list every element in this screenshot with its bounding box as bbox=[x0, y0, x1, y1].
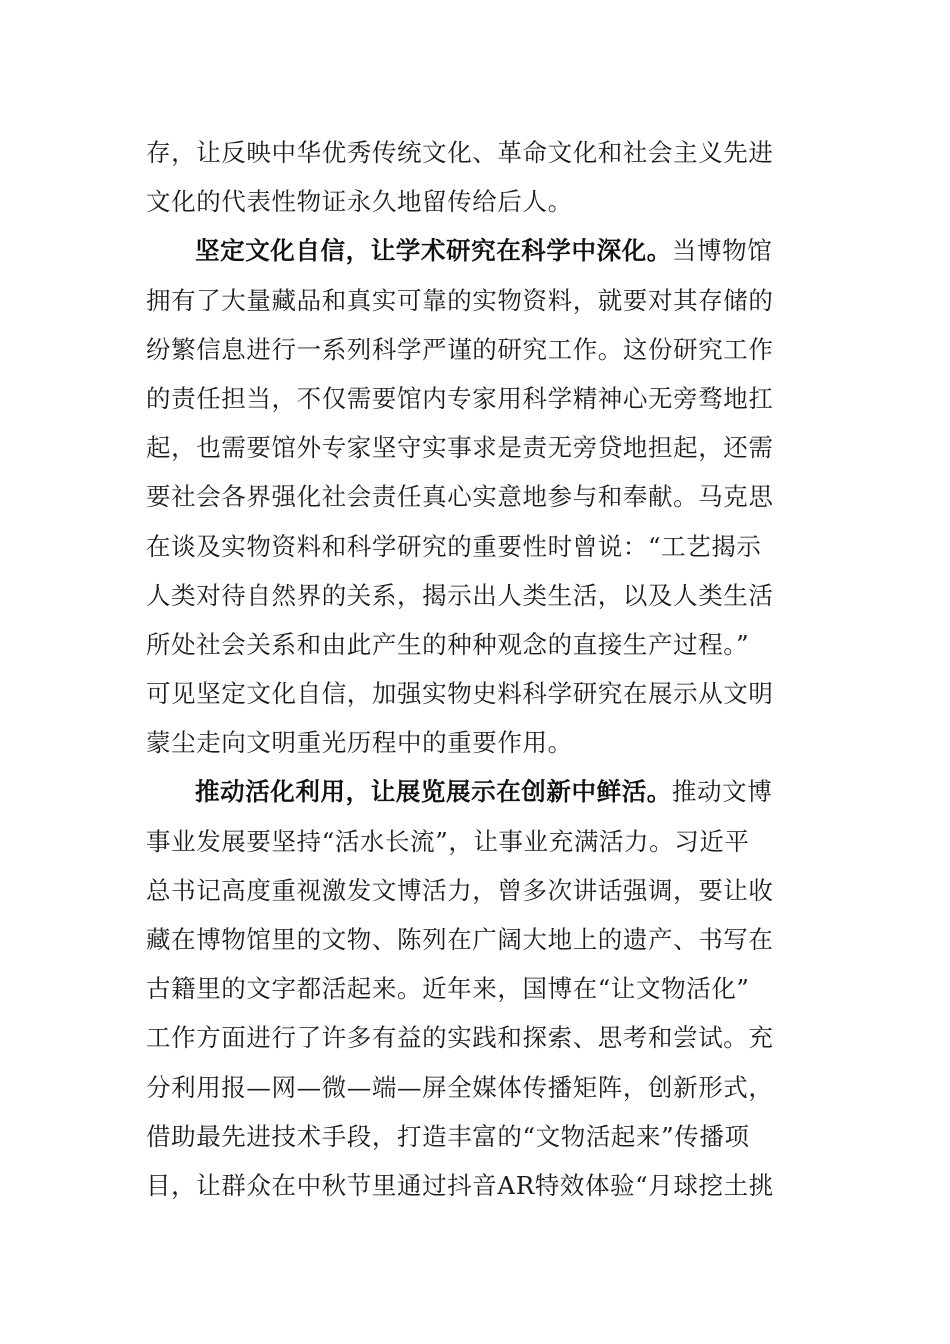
text-line: 藏在博物馆里的文物、陈列在广阔大地上的遗产、书写在 bbox=[146, 925, 774, 954]
text-line: 分利用报—网—微—端—屏全媒体传播矩阵，创新形式， bbox=[146, 1072, 774, 1102]
text-line: 古籍里的文字都活起来。近年来，国博在“让文物活化” bbox=[146, 974, 750, 1004]
paragraph-2 bbox=[146, 226, 806, 767]
text-line: 存，让反映中华优秀传统文化、革命文化和社会主义先进 bbox=[146, 138, 774, 167]
text-run: 当博物馆 bbox=[671, 236, 773, 266]
text-line: 工作方面进行了许多有益的实践和探索、思考和尝试。充 bbox=[146, 1023, 774, 1053]
text-line: 人类对待自然界的关系，揭示出人类生活，以及人类生活 bbox=[146, 580, 774, 610]
text-line: 要社会各界强化社会责任真心实意地参与和奉献。马克思 bbox=[146, 482, 774, 512]
text-line: 可见坚定文化自信，加强实物史料科学研究在展示从文明 bbox=[146, 679, 774, 709]
text-line: 事业发展要坚持“活水长流”，让事业充满活力。习近平 bbox=[146, 826, 750, 856]
paragraph-heading: 坚定文化自信，让学术研究在科学中深化。 bbox=[195, 236, 672, 266]
text-line: 蒙尘走向文明重光历程中的重要作用。 bbox=[146, 728, 573, 758]
text-line: 在谈及实物资料和科学研究的重要性时曾说：“工艺揭示 bbox=[146, 531, 762, 561]
text-line: 起，也需要馆外专家坚守实事求是责无旁贷地担起，还需 bbox=[146, 433, 774, 463]
text-line: 所处社会关系和由此产生的种种观念的直接生产过程。” bbox=[146, 629, 750, 659]
paragraph-1 bbox=[146, 128, 806, 226]
paragraph-3 bbox=[146, 767, 806, 1210]
text-line: 纷繁信息进行一系列科学严谨的研究工作。这份研究工作 bbox=[146, 334, 774, 364]
paragraph-heading: 推动活化利用，让展览展示在创新中鲜活。 bbox=[195, 777, 672, 807]
text-run: 推动文博 bbox=[671, 777, 773, 807]
text-line: 借助最先进技术手段，打造丰富的“文物活起来”传播项 bbox=[146, 1121, 750, 1151]
text-line: 总书记高度重视激发文博活力，曾多次讲话强调，要让收 bbox=[146, 875, 774, 905]
text-line: 拥有了大量藏品和真实可靠的实物资料，就要对其存储的 bbox=[146, 285, 774, 315]
paragraph-first-line bbox=[146, 226, 806, 275]
text-line: 目，让群众在中秋节里通过抖音AR特效体验“月球挖土挑 bbox=[146, 1170, 774, 1200]
paragraph-first-line bbox=[146, 767, 806, 816]
text-line: 的责任担当，不仅需要馆内专家用科学精神心无旁骛地扛 bbox=[146, 383, 774, 413]
document-body bbox=[146, 128, 806, 1210]
text-line: 文化的代表性物证永久地留传给后人。 bbox=[146, 187, 573, 217]
